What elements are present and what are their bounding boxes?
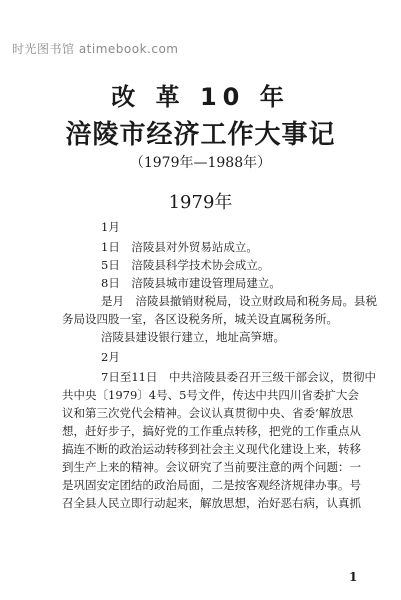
entry-line: 7日至11日 中共涪陵县委召开三级干部会议，贯彻中 xyxy=(101,370,376,384)
entry-line: 涪陵县建设银行建立，地址高笋塘。 xyxy=(101,330,285,344)
watermark-text: 时光图书馆 atimebook.com xyxy=(12,42,179,56)
document-title-line1: 改 革 10 年 xyxy=(111,83,290,111)
entry-line: 想，赶好步子，搞好党的工作重点转移，把党的工作重点从 xyxy=(62,424,361,438)
entry-line: 议和第三次党代会精神。会议认真贯彻中央、省委‘解放思 xyxy=(62,406,354,420)
entry-line: 务局设四股一室，各区设税务所，城关设直属税务所。 xyxy=(62,312,338,326)
section-year-heading: 1979年 xyxy=(168,192,233,213)
entry-line: 是月 涪陵县撤销财税局，设立财政局和税务局。县税 xyxy=(101,294,377,308)
month-heading-february: 2月 xyxy=(101,350,120,364)
month-heading-january: 1月 xyxy=(101,220,120,234)
entry-line: 1日 涪陵县对外贸易站成立。 xyxy=(101,240,258,254)
document-subtitle-date-range: （1979年—1988年） xyxy=(129,155,272,171)
document-title: 涪陵市经济工作大事记 xyxy=(65,120,336,150)
entry-line: 到生产上来的精神。会议研究了当前要注意的两个问题：一 xyxy=(62,460,361,474)
entry-line: 召全县人民立即行动起来，解放思想，治好恶右病，认真抓 xyxy=(62,496,361,510)
entry-line: 搞连不断的政治运动转移到社会主义现代化建设上来，转移 xyxy=(62,442,361,456)
page-number: 1 xyxy=(349,570,358,584)
entry-line: 8日 涪陵县城市建设管理局建立。 xyxy=(101,276,281,290)
entry-line: 5日 涪陵县科学技术协会成立。 xyxy=(101,258,270,272)
entry-line: 共中央〔1979〕4号、5号文件，传达中共四川省委扩大会 xyxy=(62,388,359,402)
entry-line: 是巩固安定团结的政治局面，二是按客观经济规律办事。号 xyxy=(62,478,361,492)
